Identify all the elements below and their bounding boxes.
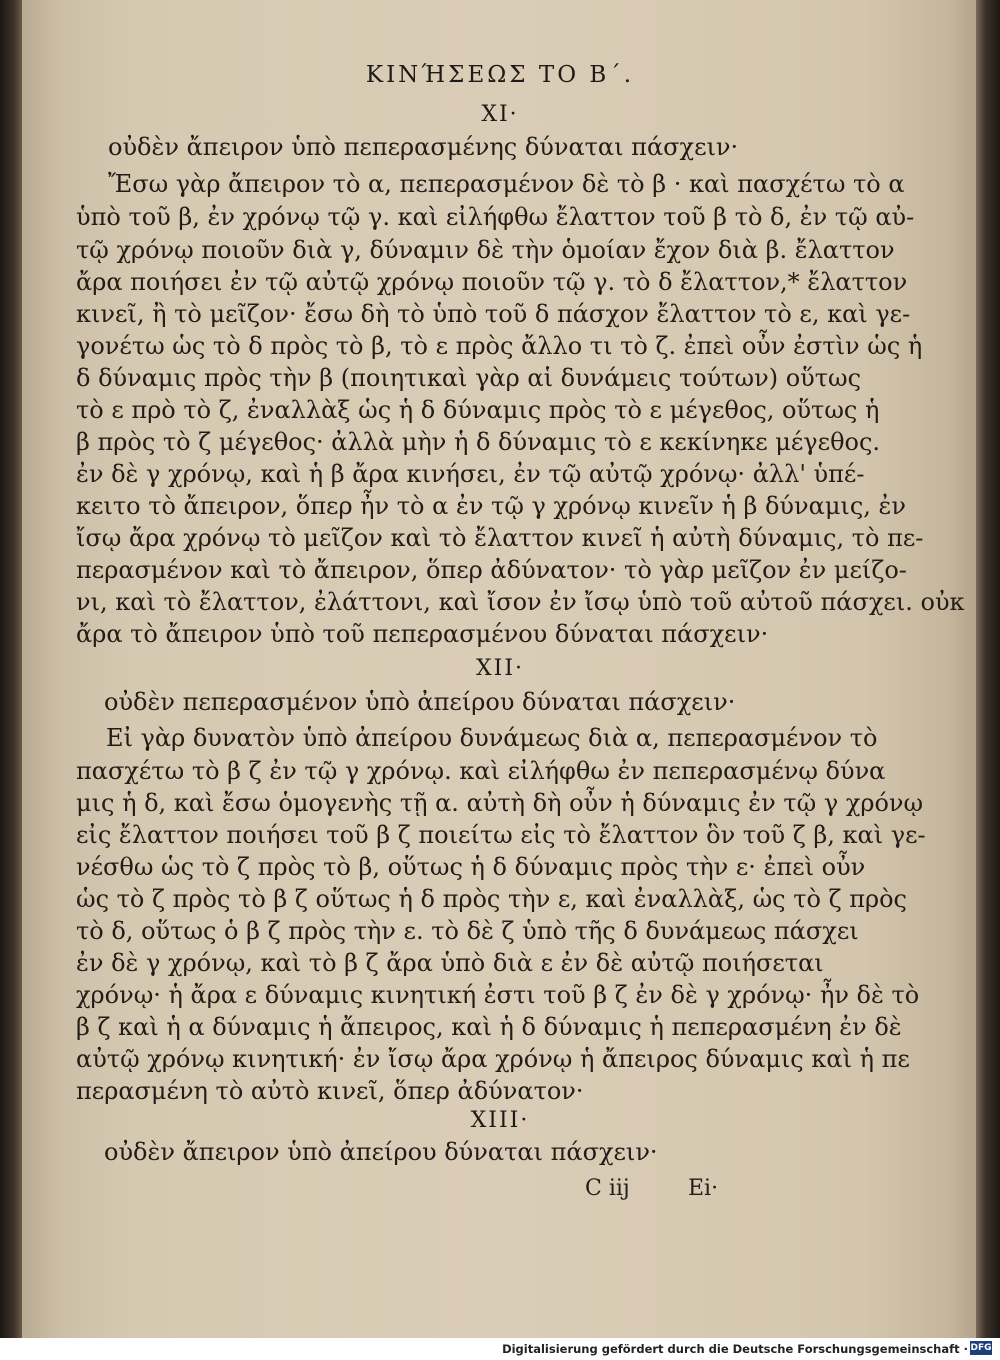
proposition-number: XII· — [475, 656, 525, 681]
text-line: αὐτῷ χρόνῳ κινητική· ἐν ἴσῳ ἄρα χρόνῳ ἡ ἄπειρος δύναμις καὶ ἡ πε — [76, 1045, 910, 1073]
text-line: περασμένον καὶ τὸ ἄπειρον, ὅπερ ἀδύνατον· τὸ γὰρ μεῖζον ἐν μείζο- — [76, 556, 907, 584]
text-line: ἄρα τὸ ἄπειρον ὑπὸ τοῦ πεπερασμένου δύναται πάσχειν· — [76, 620, 769, 648]
text-line: ἐν δὲ γ χρόνῳ, καὶ ἡ β ἄρα κινήσει, ἐν τῷ αὐτῷ χρόνῳ· ἀλλ' ὑπέ- — [76, 460, 865, 488]
text-line: νι, καὶ τὸ ἔλαττον, ἐλάττονι, καὶ ἴσον ἐν ἴσῳ ὑπὸ τοῦ αὐτοῦ πάσχει. οὐκ — [76, 588, 965, 616]
proposition-statement: οὐδὲν ἄπειρον ὑπὸ ἀπείρου δύναται πάσχειν· — [104, 1138, 658, 1166]
text-line: Εἰ γὰρ δυνατὸν ὑπὸ ἀπείρου δυνάμεως διὰ α, πεπερασμένον τὸ — [106, 724, 878, 752]
text-line: β πρὸς τὸ ζ μέγεθος· ἀλλὰ μὴν ἡ δ δύναμις τὸ ε κεκίνηκε μέγεθος. — [76, 428, 881, 456]
text-line: μις ἡ δ, καὶ ἔσω ὁμογενὴς τῇ α. αὐτὴ δὴ οὖν ἡ δύναμις ἐν τῷ γ χρόνῳ — [76, 789, 924, 817]
text-line: ἴσῳ ἄρα χρόνῳ τὸ μεῖζον καὶ τὸ ἔλαττον κινεῖ ἡ αὐτὴ δύναμις, τὸ πε- — [76, 524, 924, 552]
proposition-statement: οὐδὲν πεπερασμένον ὑπὸ ἀπείρου δύναται πάσχειν· — [104, 688, 736, 716]
text-line: Ἔσω γὰρ ἄπειρον τὸ α, πεπερασμένον δὲ τὸ β · καὶ πασχέτω τὸ α — [108, 170, 905, 198]
text-line: τὸ ε πρὸ τὸ ζ, ἐναλλὰξ ὡς ἡ δ δύναμις πρὸς τὸ ε μέγεθος, οὕτως ἡ — [76, 396, 880, 424]
signature-mark: C iij — [585, 1176, 630, 1201]
text-line: τὸ δ, οὕτως ὁ β ζ πρὸς τὴν ε. τὸ δὲ ζ ὑπὸ τῆς δ δυνάμεως πάσχει — [76, 917, 859, 945]
running-header: ΚΙΝΉΣΕΩΣ ΤΟ Β΄. — [365, 62, 635, 88]
text-line: περασμένη τὸ αὐτὸ κινεῖ, ὅπερ ἀδύνατον· — [76, 1077, 584, 1105]
text-line: κινεῖ, ἢ τὸ μεῖζον· ἔσω δὴ τὸ ὑπὸ τοῦ δ πάσχον ἔλαττον τὸ ε, καὶ γε- — [76, 300, 911, 328]
text-line: εἰς ἔλαττον ποιήσει τοῦ β ζ ποιείτω εἰς τὸ ἔλαττον ὃν τοῦ ζ β, καὶ γε- — [76, 821, 926, 849]
dfg-logo: DFG — [970, 1343, 992, 1353]
text-line: ἄρα ποιήσει ἐν τῷ αὐτῷ χρόνῳ ποιοῦν τῷ γ. τὸ δ ἔλαττον,* ἔλαττον — [76, 268, 908, 296]
text-line: ἐν δὲ γ χρόνῳ, καὶ τὸ β ζ ἄρα ὑπὸ διὰ ε ἐν δὲ αὐτῷ ποιήσεται — [76, 949, 824, 977]
catchword: Ei· — [688, 1176, 719, 1201]
text-line: δ δύναμις πρὸς τὴν β (ποιητικαὶ γὰρ αἱ δυνάμεις τούτων) οὕτως — [76, 364, 862, 392]
proposition-statement: οὐδὲν ἄπειρον ὑπὸ πεπερασμένης δύναται πάσχειν· — [108, 133, 739, 161]
text-line: κειτο τὸ ἄπειρον, ὅπερ ἦν τὸ α ἐν τῷ γ χρόνῳ κινεῖν ἡ β δύναμις, ἐν — [76, 492, 906, 520]
text-line: γονέτω ὡς τὸ δ πρὸς τὸ β, τὸ ε πρὸς ἄλλο τι τὸ ζ. ἐπεὶ οὖν ἐστὶν ὡς ἡ — [76, 332, 923, 360]
text-line: ὡς τὸ ζ πρὸς τὸ β ζ οὕτως ἡ δ πρὸς τὴν ε, καὶ ἐναλλὰξ, ὡς τὸ ζ πρὸς — [76, 885, 907, 913]
text-line: β ζ καὶ ἡ α δύναμις ἡ ἄπειρος, καὶ ἡ δ δύναμις ἡ πεπερασμένη ἐν δὲ — [76, 1013, 902, 1041]
text-line: πασχέτω τὸ β ζ ἐν τῷ γ χρόνῳ. καὶ εἰλήφθω ἐν πεπερασμένῳ δύνα — [76, 757, 886, 785]
text-line: τῷ χρόνῳ ποιοῦν διὰ γ, δύναμιν δὲ τὴν ὁμοίαν ἔχον διὰ β. ἔλαττον — [76, 236, 895, 264]
text-line: νέσθω ὡς τὸ ζ πρὸς τὸ β, οὕτως ἡ δ δύναμις πρὸς τὴν ε· ἐπεὶ οὖν — [76, 853, 866, 881]
proposition-number: XIII· — [470, 1108, 530, 1133]
proposition-number: XI· — [481, 102, 519, 127]
text-line: ὑπὸ τοῦ β, ἐν χρόνῳ τῷ γ. καὶ εἰλήφθω ἔλαττον τοῦ β τὸ δ, ἐν τῷ αὐ- — [76, 203, 915, 231]
digitization-credit: Digitalisierung gefördert durch die Deutsche Forschungsgemeinschaft · — [502, 1342, 968, 1356]
text-line: χρόνῳ· ἡ ἄρα ε δύναμις κινητική ἐστι τοῦ β ζ ἐν δὲ γ χρόνῳ· ἦν δὲ τὸ — [76, 981, 920, 1009]
